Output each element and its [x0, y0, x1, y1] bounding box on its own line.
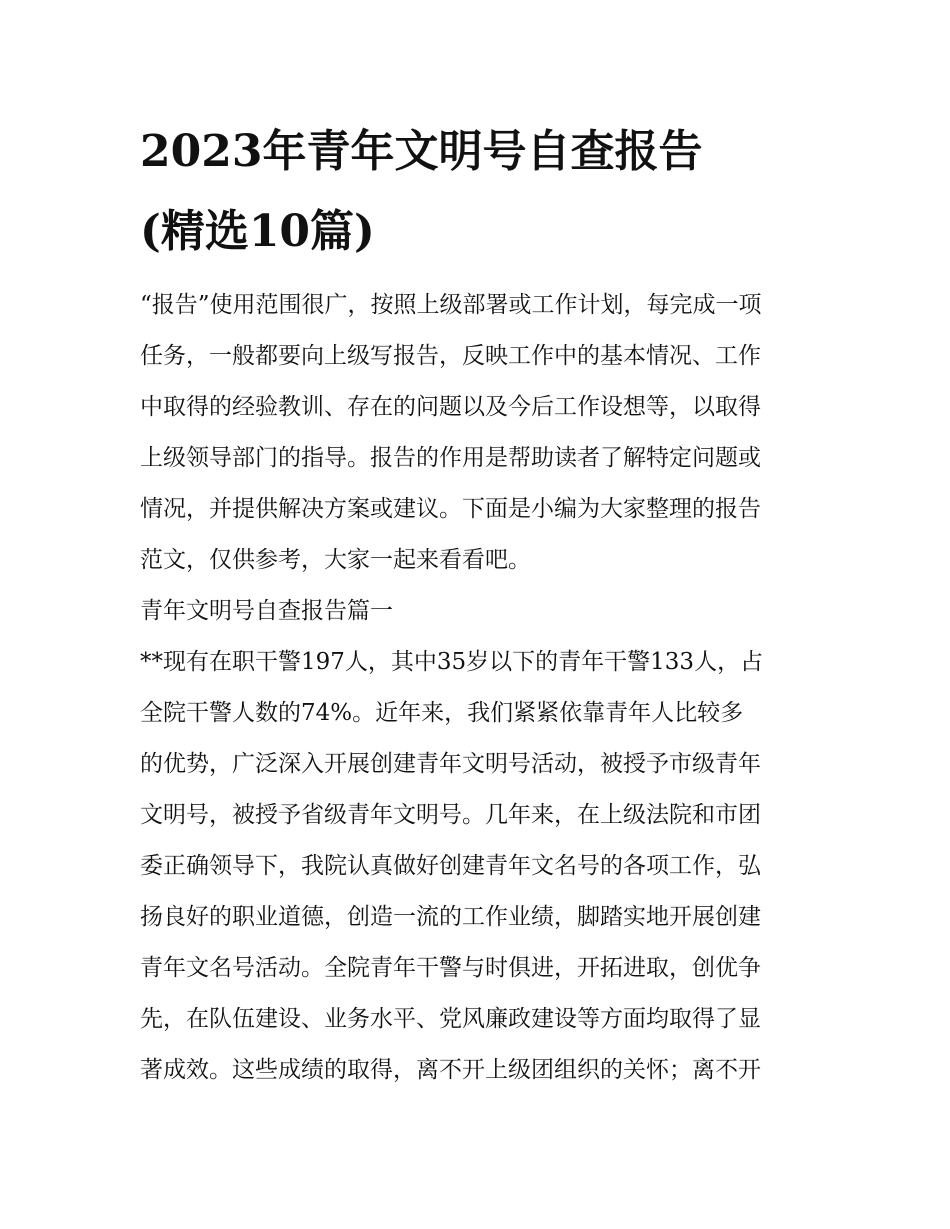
intro-line: 上级领导部门的指导。报告的作用是帮助读者了解特定问题或 [140, 445, 761, 471]
section-line: 著成效。这些成绩的取得，离不开上级团组织的关怀；离不开 [140, 1057, 761, 1083]
intro-paragraph [140, 280, 820, 586]
intro-line: 范文，仅供参考，大家一起来看看吧。 [140, 547, 531, 573]
document-title [140, 112, 820, 272]
intro-line: 中取得的经验教训、存在的问题以及今后工作设想等，以取得 [140, 394, 761, 420]
section-line: 的优势，广泛深入开展创建青年文明号活动，被授予市级青年 [140, 751, 761, 777]
section-line: 先，在队伍建设、业务水平、党风廉政建设等方面均取得了显 [140, 1006, 761, 1032]
intro-line: “报告”使用范围很广，按照上级部署或工作计划，每完成一项 [140, 292, 762, 318]
section-line: 扬良好的职业道德，创造一流的工作业绩，脚踏实地开展创建 [140, 904, 761, 930]
title-line-2: (精选10篇) [140, 206, 375, 257]
title-line-1: 2023年青年文明号自查报告 [140, 126, 703, 177]
section-line: 全院干警人数的74%。近年来，我们紧紧依靠青年人比较多 [140, 700, 744, 726]
section-line: 文明号，被授予省级青年文明号。几年来，在上级法院和市团 [140, 802, 761, 828]
intro-line: 情况，并提供解决方案或建议。下面是小编为大家整理的报告 [140, 496, 761, 522]
intro-line: 任务，一般都要向上级写报告，反映工作中的基本情况、工作 [140, 343, 761, 369]
section-paragraph [140, 637, 820, 1096]
section-line: **现有在职干警197人，其中35岁以下的青年干警133人，占 [140, 649, 764, 675]
section-heading: 青年文明号自查报告篇一 [140, 598, 393, 624]
section-line: 委正确领导下，我院认真做好创建青年文名号的各项工作，弘 [140, 853, 761, 879]
section-line: 青年文名号活动。全院青年干警与时俱进，开拓进取，创优争 [140, 955, 761, 981]
document-body [140, 280, 820, 1096]
